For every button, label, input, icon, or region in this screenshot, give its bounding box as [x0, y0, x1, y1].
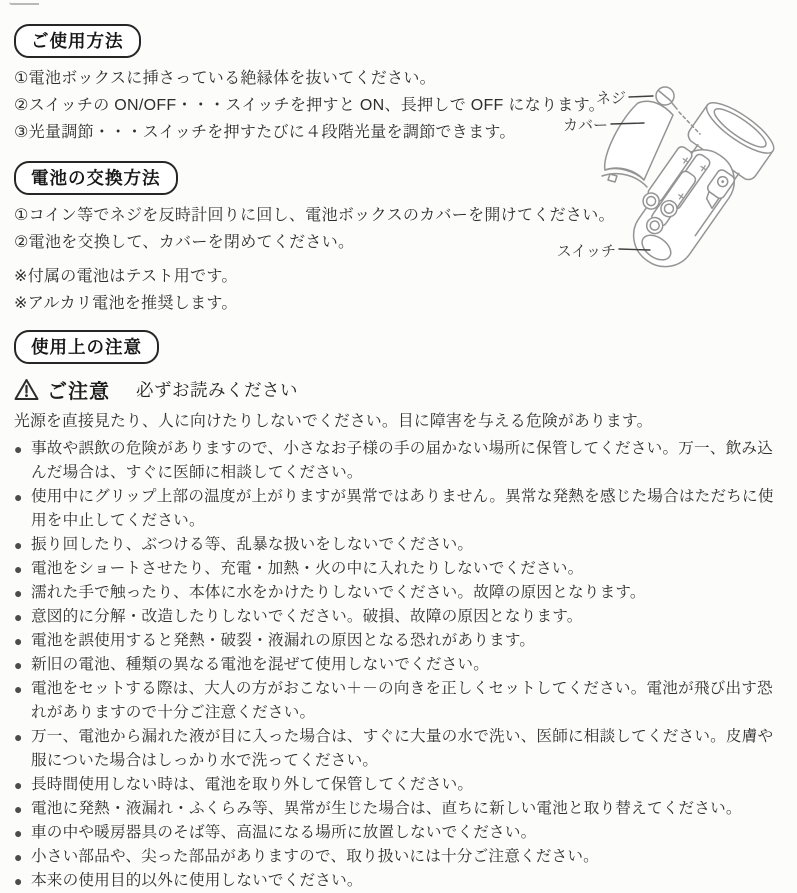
- bullet-icon: ●: [14, 801, 23, 817]
- section-heading-battery: 電池の交換方法: [14, 161, 178, 195]
- bullet-icon: ●: [14, 609, 23, 625]
- caution-item: ● 濡れた手で触ったり、本体に水をかけたりしないでください。故障の原因となります。: [14, 581, 787, 605]
- bullet-icon: ●: [14, 489, 23, 505]
- caution-item: ● 長時間使用しない時は、電池を取り外して保管してください。: [14, 773, 787, 797]
- section-heading-usage: ご使用方法: [14, 24, 141, 58]
- caution-item: ● 使用中にグリップ上部の温度が上がりますが異常ではありません。異常な発熱を感じた場合はただちに使用を中止してください。: [14, 485, 787, 533]
- battery-step-1: ①コイン等でネジを反時計回りに回し、電池ボックスのカバーを開けてください。: [14, 207, 615, 224]
- bullet-icon: ●: [14, 585, 23, 601]
- bullet-icon: ●: [14, 729, 23, 745]
- battery-step-2: ②電池を交換して、カバーを閉めてください。: [14, 234, 355, 251]
- caution-item: ● 本来の使用目的以外に使用しないでください。: [14, 869, 787, 893]
- caution-item: ● 新旧の電池、種類の異なる電池を混ぜて使用しないでください。: [14, 653, 787, 677]
- caution-item: ● 小さい部品や、尖った部品がありますので、取り扱いには十分ご注意ください。: [14, 845, 787, 869]
- bullet-icon: ●: [14, 777, 23, 793]
- caution-title: ご注意: [47, 381, 110, 403]
- bullet-icon: ●: [14, 537, 23, 553]
- scan-artifact-line: [9, 2, 39, 5]
- bullet-icon: ●: [14, 441, 23, 457]
- caution-item: ● 万一、電池から漏れた液が目に入った場合は、すぐに大量の水で洗い、医師に相談してください。皮膚や服についた場合はしっかり水で洗ってください。: [14, 725, 787, 773]
- caution-item: ● 車の中や暖房器具のそば等、高温になる場所に放置しないでください。: [14, 821, 787, 845]
- bullet-icon: ●: [14, 849, 23, 865]
- flashlight-diagram: [553, 78, 795, 298]
- caution-list: [14, 437, 787, 893]
- warning-icon: [14, 378, 39, 401]
- usage-step-3: ③光量調節・・・スイッチを押すたびに４段階光量を調節できます。: [14, 124, 516, 141]
- usage-step-2: ②スイッチの ON/OFF・・・スイッチを押すと ON、長押しで OFF になります。: [14, 97, 605, 114]
- bullet-icon: ●: [14, 681, 23, 697]
- bullet-icon: ●: [14, 561, 23, 577]
- usage-step-1: ①電池ボックスに挿さっている絶縁体を抜いてください。: [14, 70, 436, 87]
- caution-item: ● 電池をショートさせたり、充電・加熱・火の中に入れたりしないでください。: [14, 557, 787, 581]
- battery-note-1: ※付属の電池はテスト用です。: [14, 268, 238, 285]
- label-cover: カバー: [562, 117, 608, 134]
- caution-item: ● 電池に発熱・液漏れ・ふくらみ等、異常が生じた場合は、直ちに新しい電池と取り替えてください。: [14, 797, 787, 821]
- label-screw: ネジ: [595, 90, 626, 107]
- battery-note-2: ※アルカリ電池を推奨します。: [14, 295, 238, 312]
- caution-item: ● 電池をセットする際は、大人の方がおこない＋－の向きを正しくセットしてください。電池が飛び出す恐れがありますので十分ご注意ください。: [14, 677, 787, 725]
- caution-item: ● 事故や誤飲の危険がありますので、小さなお子様の手の届かない場所に保管してください。万一、飲み込んだ場合は、すぐに医師に相談してください。: [14, 437, 787, 485]
- section-precautions: [14, 317, 787, 893]
- caution-lead-text: 光源を直接見たり、人に向けたりしないでください。目に障害を与える危険があります。: [14, 413, 653, 430]
- bullet-icon: ●: [14, 633, 23, 649]
- caution-item: ● 振り回したり、ぶつける等、乱暴な扱いをしないでください。: [14, 533, 787, 557]
- caution-subtitle: 必ずお読みください: [136, 380, 298, 400]
- caution-header: [14, 375, 787, 404]
- bullet-icon: ●: [14, 825, 23, 841]
- bullet-icon: ●: [14, 873, 23, 889]
- flashlight-drawing: [553, 78, 795, 298]
- bullet-icon: ●: [14, 657, 23, 673]
- caution-item: ● 電池を誤使用すると発熱・破裂・液漏れの原因となる恐れがあります。: [14, 629, 787, 653]
- label-switch: スイッチ: [556, 243, 616, 260]
- caution-item: ● 意図的に分解・改造したりしないでください。破損、故障の原因となります。: [14, 605, 787, 629]
- section-heading-precautions: 使用上の注意: [14, 330, 159, 364]
